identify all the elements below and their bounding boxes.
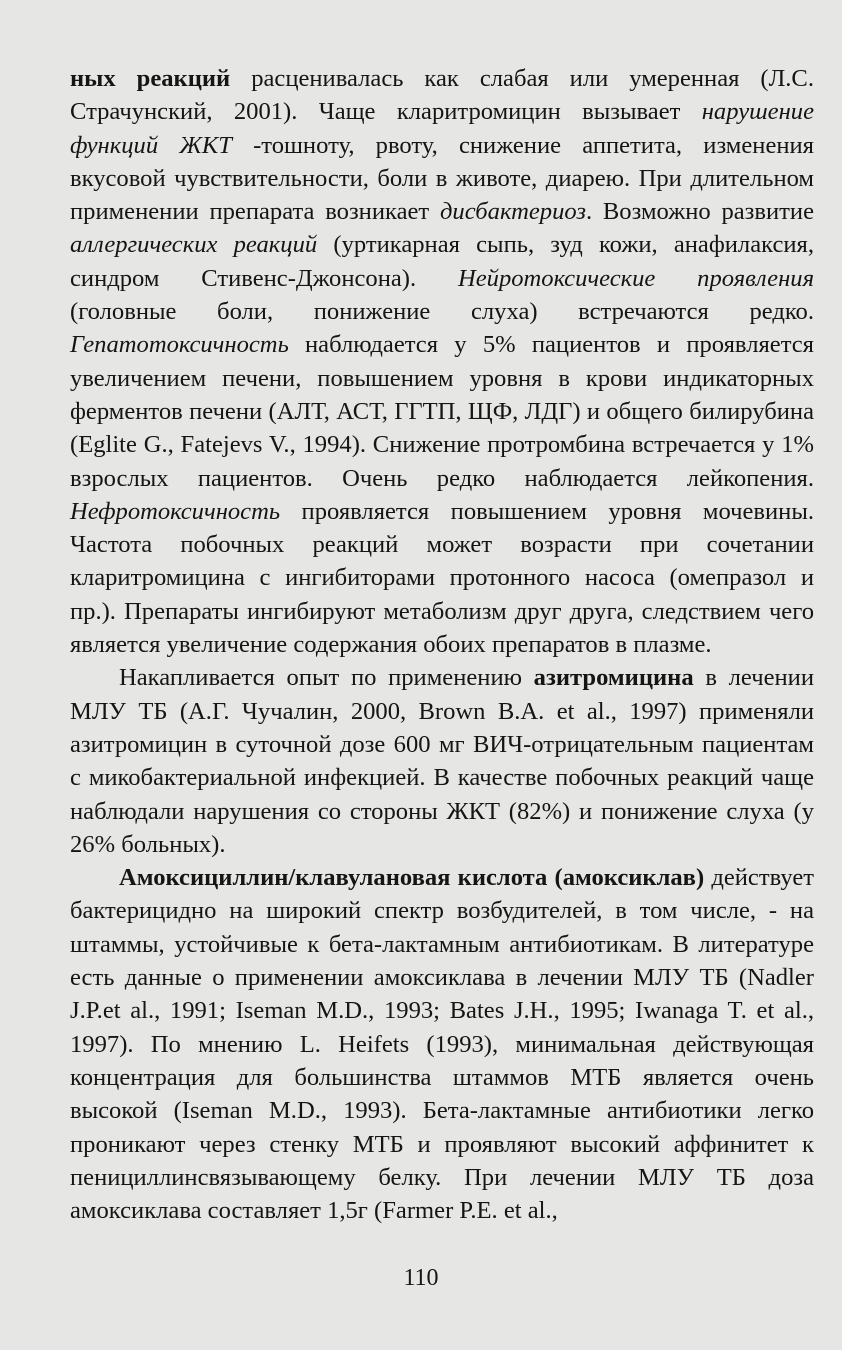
text-bold: Амоксициллин/клавулановая кислота (амоксиклав) <box>119 864 705 892</box>
text-italic: Нефротоксичность <box>70 497 281 525</box>
text-italic: Нейротоксические проявления <box>457 264 815 292</box>
text-run: в лечении МЛУ ТБ (А.Г. Чучалин, 2000, Brown B.A. et al., 1997) применяли азитромицин в суточной дозе 600 мг ВИЧ-отрицательным пациентам с микобактериальной инфекцией. В качестве побочных реакций чаще наблюдали нарушения со стороны ЖКТ (82%) и понижение слуха (у 26% больных). <box>70 664 814 858</box>
text-italic: аллергических реакций <box>70 231 318 259</box>
paragraph-amoxiclav <box>70 861 814 1227</box>
text-bold: ных реакций <box>70 65 231 92</box>
paragraph-clarithromycin-side-effects <box>70 62 814 661</box>
page-number: 110 <box>403 1265 439 1291</box>
text-run: . Возможно развитие <box>585 198 814 226</box>
text-run: проявляется повышением уровня мочевины. Частота побочных реакций может возрасти при сочетании кларитромицина с ингибиторами протонного насоса (омепразол и пр.). Препараты ингибируют метаболизм друг друга, следствием чего является увеличение содержания обоих препаратов в плазме. <box>70 497 814 659</box>
body-text <box>70 62 814 1227</box>
text-bold: азитромицина <box>533 664 694 692</box>
paragraph-azithromycin <box>70 661 814 861</box>
text-italic: дисбактериоз <box>439 198 586 226</box>
text-run: расценивалась как слабая или умеренная (Л.С. Страчунский, 2001). Чаще кларитромицин вызывает <box>70 65 814 126</box>
text-run: действует бактерицидно на широкий спектр возбудителей, в том числе, - на штаммы, устойчивые к бета-лактамным антибиотикам. В литературе есть данные о применении амоксиклава в лечении МЛУ ТБ (Nadler J.P.et al., 1991; Iseman M.D., 1993; Bates J.H., 1995; Iwanaga T. et al., 1997). По мнению L. Heifets (1993), минимальная действующая концентрация для большинства штаммов МТБ является очень высокой (Iseman M.D., 1993). Бета-лактамные антибиотики легко проникают через стенку МТБ и проявляют высокий аффинитет к пенициллинсвязывающему белку. При лечении МЛУ ТБ доза амоксиклава составляет 1,5г (Farmer P.E. et al., <box>70 864 814 1225</box>
text-run: -тошноту, рвоту, снижение аппетита, изменения вкусовой чувствительности, боли в животе, диарею. При длительном применении препарата возникает <box>70 131 814 226</box>
text-italic: нарушение функций ЖКТ <box>70 98 814 159</box>
text-run: (головные боли, понижение слуха) встречаются редко. <box>70 298 814 326</box>
text-run: Накапливается опыт по применению <box>119 664 534 692</box>
text-run: (уртикарная сыпь, зуд кожи, анафилаксия, синдром Стивенс-Джонсона). <box>70 231 814 292</box>
text-run: наблюдается у 5% пациентов и проявляется увеличением печени, повышением уровня в крови индикаторных ферментов печени (АЛТ, АСТ, ГГТП, ЩФ, ЛДГ) и общего билирубина (Eglite G., Fatejevs V., 1994). Снижение протромбина встречается у 1% взрослых пациентов. Очень редко наблюдается лейкопения. <box>70 331 814 492</box>
text-italic: Гепатотоксичность <box>70 331 289 359</box>
